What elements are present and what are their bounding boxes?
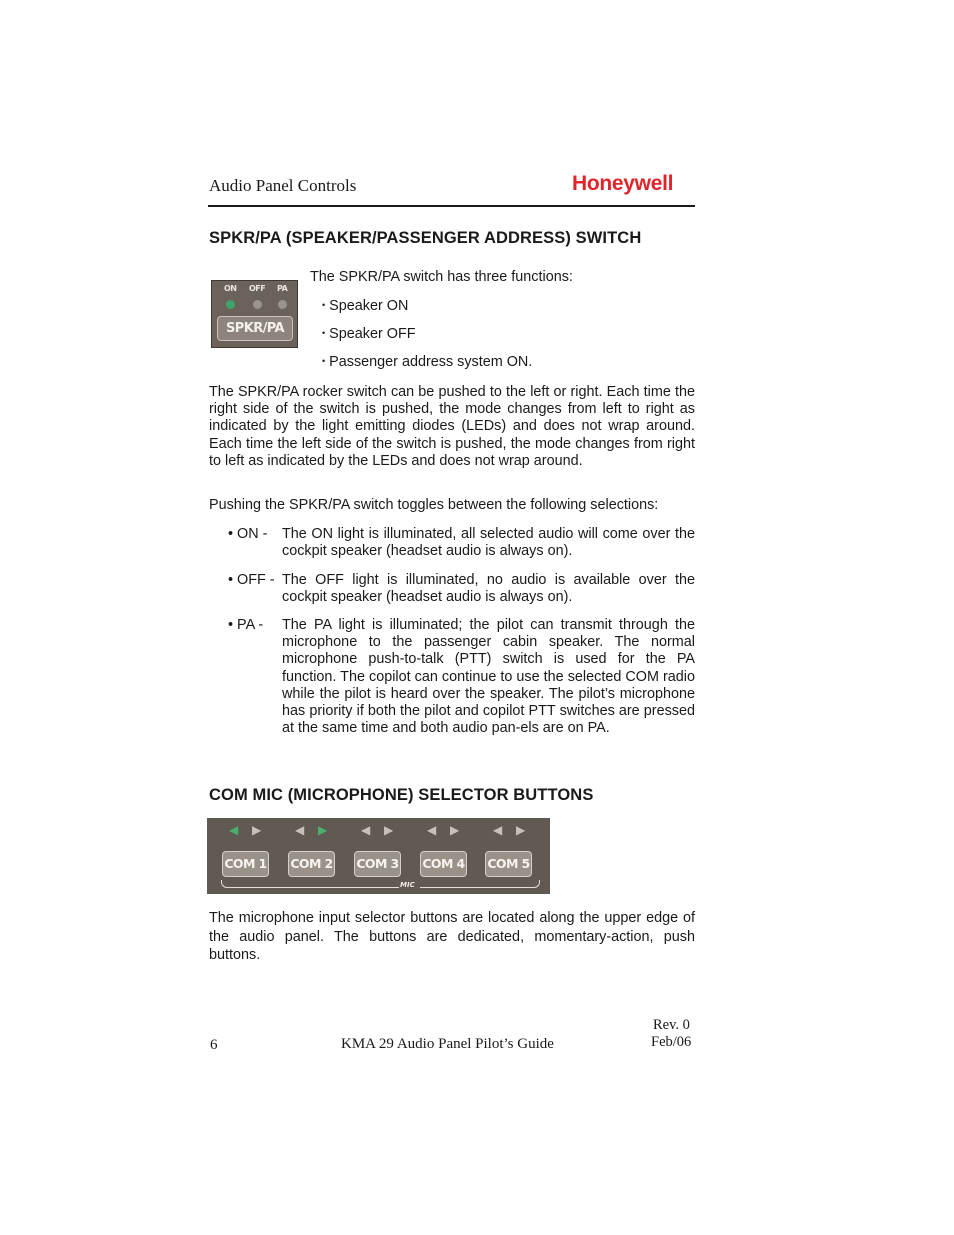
com-1-button: COM 1 xyxy=(222,851,269,877)
function-item: • Speaker ON xyxy=(322,298,409,314)
led-pa-indicator xyxy=(278,300,287,309)
com-2-button: COM 2 xyxy=(288,851,335,877)
left-arrow-icon: ◀ xyxy=(493,823,503,837)
selection-desc-off: The OFF light is illuminated, no audio is available over the cockpit speaker (headset audio is always on). xyxy=(282,572,695,606)
mic-bracket xyxy=(221,880,399,888)
mic-label: MIC xyxy=(400,881,415,889)
led-label-on: ON xyxy=(224,284,237,293)
revision-date: Feb/06 xyxy=(651,1034,692,1050)
led-label-pa: PA xyxy=(277,284,288,293)
rocker-switch-paragraph: The SPKR/PA rocker switch can be pushed to the left or right. Each time the right side of the switch is pushed, the mode changes from left to right as indicated by the light emitting diodes (LEDs) and does not wrap around. Each time the left side of the switch is pushed, the mode changes from right to left as indicated by the LEDs and does not wrap around. xyxy=(209,384,695,469)
mic-bracket xyxy=(420,880,540,888)
right-arrow-icon: ▶ xyxy=(450,823,460,837)
right-arrow-icon: ▶ xyxy=(318,823,328,837)
selection-term-on: • ON - xyxy=(228,526,268,542)
left-arrow-icon: ◀ xyxy=(295,823,305,837)
led-off-indicator xyxy=(253,300,262,309)
com-5-button: COM 5 xyxy=(485,851,532,877)
left-arrow-icon: ◀ xyxy=(361,823,371,837)
led-on-indicator xyxy=(226,300,235,309)
com-mic-selector-image xyxy=(207,818,550,894)
revision-label: Rev. 0 xyxy=(653,1017,690,1033)
spkr-pa-rocker-switch: SPKR/PA xyxy=(217,316,293,341)
left-arrow-icon: ◀ xyxy=(427,823,437,837)
mic-selector-paragraph: The microphone input selector buttons are located along the upper edge of the audio panel. The buttons are dedicated, momentary-action, push buttons. xyxy=(209,910,695,963)
function-item-label: Passenger address system ON. xyxy=(329,354,533,370)
com-mic-section-heading: COM MIC (MICROPHONE) SELECTOR BUTTONS xyxy=(209,786,594,804)
page-number: 6 xyxy=(210,1037,218,1053)
honeywell-logo: Honeywell xyxy=(572,172,674,195)
function-item: • Speaker OFF xyxy=(322,326,416,342)
right-arrow-icon: ▶ xyxy=(384,823,394,837)
function-item: • Passenger address system ON. xyxy=(322,354,533,370)
selection-term-off: • OFF - xyxy=(228,572,275,588)
left-arrow-icon: ◀ xyxy=(229,823,239,837)
toggle-paragraph: Pushing the SPKR/PA switch toggles between the following selections: xyxy=(209,497,659,513)
selection-desc-on: The ON light is illuminated, all selected audio will come over the cockpit speaker (headset audio is always on). xyxy=(282,526,695,560)
spkr-pa-switch-image xyxy=(211,280,298,348)
selection-term-pa: • PA - xyxy=(228,617,264,633)
page-header-title: Audio Panel Controls xyxy=(209,176,357,195)
spkr-pa-section-heading: SPKR/PA (SPEAKER/PASSENGER ADDRESS) SWITCH xyxy=(209,229,642,247)
header-divider xyxy=(208,205,695,207)
spkr-intro-text: The SPKR/PA switch has three functions: xyxy=(310,269,573,285)
function-item-label: Speaker OFF xyxy=(329,326,416,342)
guide-title: KMA 29 Audio Panel Pilot’s Guide xyxy=(341,1036,554,1052)
com-3-button: COM 3 xyxy=(354,851,401,877)
led-label-off: OFF xyxy=(249,284,266,293)
com-4-button: COM 4 xyxy=(420,851,467,877)
right-arrow-icon: ▶ xyxy=(516,823,526,837)
right-arrow-icon: ▶ xyxy=(252,823,262,837)
function-item-label: Speaker ON xyxy=(329,298,409,314)
selection-desc-pa: The PA light is illuminated; the pilot can transmit through the microphone to the passenger cabin speaker. The normal microphone push-to-talk (PTT) switch is used for the PA function. The copilot can continue to use the selected COM radio while the pilot is heard over the speaker. The pilot’s microphone has priority if both the pilot and copilot PTT switches are pressed at the same time and both audio pan-els are on PA. xyxy=(282,617,695,737)
